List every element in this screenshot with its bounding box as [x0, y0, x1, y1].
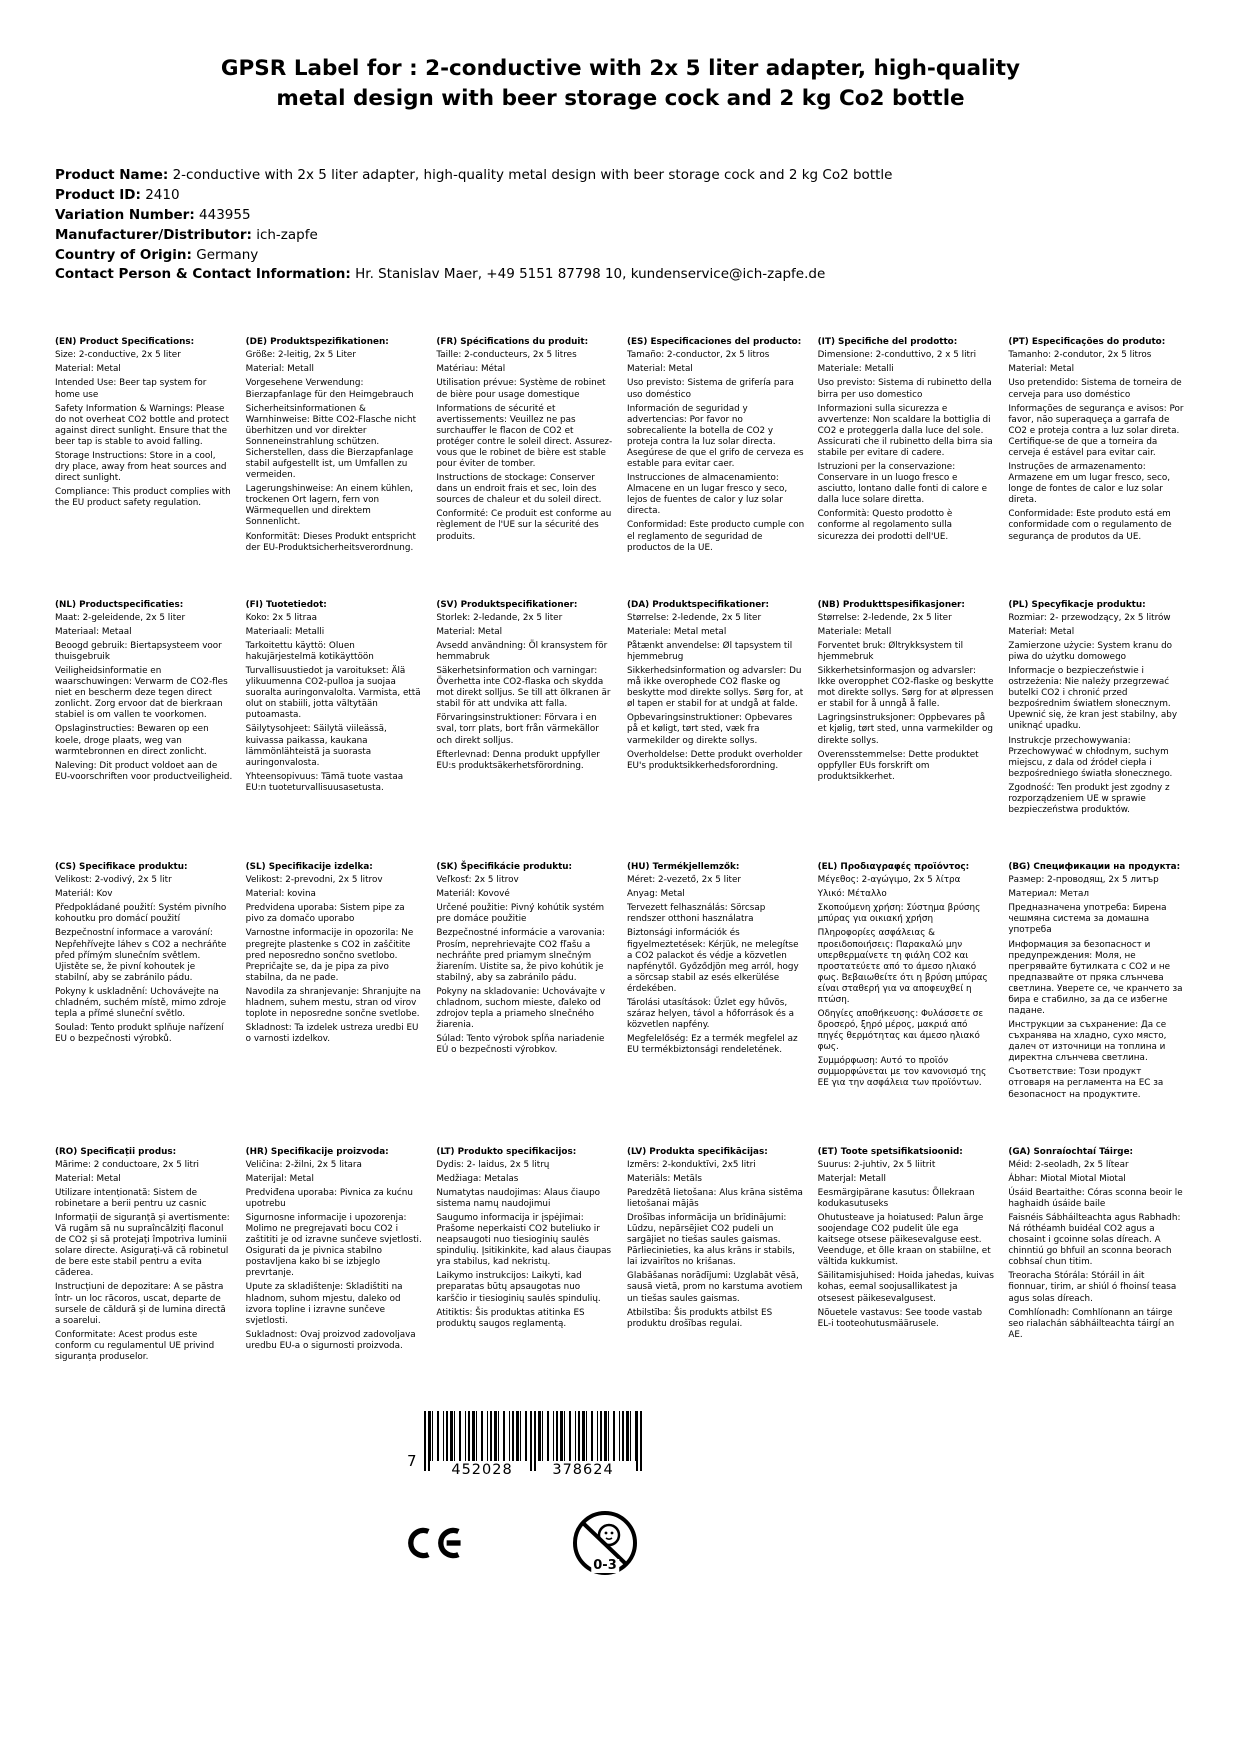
lang-block-body: Dimensione: 2-conduttivo, 2 x 5 litri Materiale: Metalli Uso previsto: Sistema di rubinetto della birra per uso domestico Informazioni sulla sicurezza e avvertenze: Non scaldare la bottiglia di CO2 e proteggerla dalla luce del sole. Assicurati che il rubinetto della birra sia stabile per evitare di cadere. Istruzioni per la conservazione: Conservare in un luogo fresco e asciutto, lontano dalle fonti di calore e dalla luce solare diretta. Conformità: Questo prodotto è conforme al regolamento sulla sicurezza dei prodotti dell'UE. — [817, 350, 993, 542]
age-warning-label: 0-3 — [593, 1557, 617, 1573]
lang-block-hr — [246, 1147, 424, 1363]
product-name-label: Product Name: — [55, 167, 169, 184]
lang-block-body: Méid: 2-seoladh, 2x 5 lítear Ábhar: Miotal Miotal Miotal Úsáid Beartaithe: Córas sconna beoir le haghaidh úsáide baile Faisnéis Sábháilteachta agus Rabhadh: Ná róthéamh buidéal CO2 agus a chosaint i gcoinne solas díreach. A chinntiú go bhfuil an sconna beorach cobhsaí chun titim. Treoracha Stórála: Stóráil in áit fionnuar, tirim, ar shiúl ó fhoinsí teasa agus solas díreach. Comhlíonadh: Comhlíonann an táirge seo rialachán sábháilteachta táirgí an AE. — [1008, 1159, 1183, 1340]
barcode-digits — [432, 1461, 634, 1479]
lang-block-body: Koko: 2x 5 litraa Materiaali: Metalli Tarkoitettu käyttö: Oluen hakujärjestelmä kotikäyttöön Turvallisuustiedot ja varoitukset: Älä ylikuumenna CO2-pulloa ja suojaa suoralta auringonvalolta. Varmista, että olut on stabiili, jotta vältytään putoamasta. Säilytysohjeet: Säilytä viileässä, kuivassa paikassa, kaukana lämmönlähteistä ja suorasta auringonvalosta. Yhteensopivuus: Tämä tuote vastaa EU:n tuoteturvallisuusasetusta. — [245, 612, 421, 793]
lang-block-it — [818, 337, 996, 553]
lang-block-header: (GA) Sonraíochtaí Táirge: — [1008, 1146, 1134, 1157]
lang-block-body: Rozmiar: 2- przewodzący, 2x 5 litrów Materiał: Metal Zamierzone użycie: System kranu do piwa do użytku domowego Informacje o bezpieczeństwie i ostrzeżenia: Nie należy przegrzewać butelki CO2 i chronić przed bezpośrednim światłem słonecznym. Upewnić się, że kran jest stabilny, aby uniknąć upadku. Instrukcje przechowywania: Przechowywać w chłodnym, suchym miejscu, z dala od źródeł ciepła i bezpośredniego światła słonecznego. Zgodność: Ten produkt jest zgodny z rozporządzeniem UE w sprawie bezpieczeństwa produktów. — [1008, 612, 1178, 815]
lang-block-lv — [627, 1147, 805, 1363]
lang-block-header: (SL) Specifikacije izdelka: — [245, 862, 373, 873]
lang-block-sk — [436, 862, 614, 1101]
lang-block-nl — [55, 600, 233, 816]
lang-block-header: (EN) Product Specifications: — [55, 337, 195, 348]
barcode-guard-left — [424, 1411, 430, 1471]
ce-mark-icon — [407, 1515, 467, 1571]
lang-block-ga — [1008, 1147, 1186, 1363]
age-warning-0-3-icon — [571, 1509, 639, 1577]
lang-block-body: Storlek: 2-ledande, 2x 5 liter Material: Metal Avsedd användning: Öl kransystem för hemmabruk Säkerhetsinformation och varningar: Överhetta inte CO2-flaska och skydda mot direkt solljus. Se till att ölkranen är stabil för att undvika att falla. Förvaringsinstruktioner: Förvara i en sval, torr plats, bort från värmekällor och direkt solljus. Efterlevnad: Denna produkt uppfyller EU:s produktsäkerhetsförordning. — [436, 612, 611, 771]
lang-block-sv — [436, 600, 614, 816]
lang-block-body: Maat: 2-geleidende, 2x 5 liter Materiaal: Metaal Beoogd gebruik: Biertapsysteem voor thuisgebruik Veiligheidsinformatie en waarschuwingen: Verwarm de CO2-fles niet en bescherm deze tegen direct zonlicht. Zorg ervoor dat de bierkraan stabiel is om vallen te voorkomen. Opslaginstructies: Bewaren op een koele, droge plaats, weg van warmtebronnen en direct zonlicht. Naleving: Dit product voldoet aan de EU-voorschriften voor productveiligheid. — [55, 612, 233, 782]
lang-block-fi — [246, 600, 424, 816]
lang-block-header: (IT) Specifiche del prodotto: — [817, 337, 958, 348]
barcode-digits-right: 378624 — [548, 1462, 617, 1478]
product-name-row — [55, 166, 1186, 186]
lang-block-header: (FI) Tuotetiedot: — [245, 599, 327, 610]
page-title: GPSR Label for : 2-conductive with 2x 5 liter adapter, high-quality metal design with beer storage cock and 2 kg Co2 bottle — [220, 56, 1021, 112]
lang-block-body: Mărime: 2 conductoare, 2x 5 litri Material: Metal Utilizare intenționată: Sistem de robinetare a berii pentru uz casnic Informații de siguranță și avertismente: Vă rugăm să nu supraîncălziți flaconul de CO2 și să protejați împotriva luminii solare directe. Asigurați-vă că robinetul de bere este stabil pentru a evita căderea. Instrucțiuni de depozitare: A se păstra într- un loc răcoros, uscat, departe de sursele de căldură și de lumina directă a soarelui. Conformitate: Acest produs este conform cu regulamentul UE privind siguranța produselor. — [55, 1159, 230, 1362]
lang-block-body: Velikost: 2-vodivý, 2x 5 litr Materiál: Kov Předpokládané použití: Systém pivního kohoutku pro domácí použití Bezpečnostní informace a varování: Nepřehřívejte láhev s CO2 a nechráňte před přímým slunečním světlem. Ujistěte se, že pivní kohoutek je stabilní, aby se zabránilo pádu. Pokyny k uskladnění: Uchovávejte na chladném, suchém místě, mimo zdroje tepla a přímé sluneční světlo. Soulad: Tento produkt splňuje nařízení EU o bezpečnosti výrobků. — [55, 875, 227, 1045]
lang-block-lt — [436, 1147, 614, 1363]
lang-block-header: (FR) Spécifications du produit: — [436, 337, 589, 348]
lang-block-header: (SV) Produktspecifikationer: — [436, 599, 578, 610]
lang-block-sl — [246, 862, 424, 1101]
lang-block-body: Size: 2-conductive, 2x 5 liter Material: Metal Intended Use: Beer tap system for home use Safety Information & Warnings: Please do not overheat CO2 bottle and protect against direct sunlight. Ensure that the beer tap is stable to avoid falling. Storage Instructions: Store in a cool, dry place, away from heat sources and direct sunlight. Compliance: This product complies with the EU product safety regulation. — [55, 350, 231, 509]
lang-block-header: (DA) Produktspecifikationer: — [627, 599, 770, 610]
lang-block-header: (EL) Προδιαγραφές προϊόντος: — [817, 862, 970, 873]
lang-block-cs — [55, 862, 233, 1101]
lang-block-header: (PL) Specyfikacje produktu: — [1008, 599, 1146, 610]
product-id-row — [55, 186, 1186, 206]
lang-block-body: Izmērs: 2-konduktīvi, 2x5 litri Materiāls: Metāls Paredzētā lietošana: Alus krāna sistēma lietošanai mājās Drošības informācija un brīdinājumi: Lūdzu, nepārsējiet CO2 pudeli un sargājiet no tiešas saules gaismas. Pārliecinieties, ka alus krāns ir stabils, lai izvairītos no krišanas. Glabāšanas norādījumi: Uzglabāt vēsā, sausā vietā, prom no karstuma avotiem un tiešas saules gaismas. Atbilstība: Šis produkts atbilst ES produktu drošības regulai. — [627, 1159, 803, 1329]
lang-block-body: Μέγεθος: 2-αγώγιμο, 2x 5 λίτρα Υλικό: Μέταλλο Σκοπούμενη χρήση: Σύστημα βρύσης μπύρας για οικιακή χρήση Πληροφορίες ασφάλειας & προειδοποιήσεις: Παρακαλώ μην υπερθερμαίνετε τη φιάλη CO2 και προστατεύετε από το άμεσο ηλιακό φως. Βεβαιωθείτε ότι η βρύση μπύρας είναι σταθερή για να αποφευχθεί η πτώση. Οδηγίες αποθήκευσης: Φυλάσσετε σε δροσερό, ξηρό μέρος, μακριά από πηγές θερμότητας και άμεσο ηλιακό φως. Συμμόρφωση: Αυτό το προϊόν συμμορφώνεται με τον κανονισμό της ΕΕ για την ασφάλεια των προϊόντων. — [817, 875, 988, 1089]
variation-number-label: Variation Number: — [55, 206, 195, 223]
lang-block-header: (NL) Productspecificaties: — [55, 599, 184, 610]
lang-block-header: (HR) Specifikacije proizvoda: — [245, 1146, 389, 1157]
product-id-label: Product ID: — [55, 187, 141, 204]
lang-block-ro — [55, 1147, 233, 1363]
lang-block-body: Størrelse: 2-ledende, 2x 5 liter Materiale: Metal metal Påtænkt anvendelse: Øl tapsystem til hjemmebrug Sikkerhedsinformation og advarsler: Du må ikke overophede CO2 flaske og beskytte mod direkte sollys. Sørg for, at øl tapen er stabil for at undgå at falde. Opbevaringsinstruktioner: Opbevares på et køligt, tørt sted, væk fra varmekilder og direkte sollys. Overholdelse: Dette produkt overholder EU's produktsikkerhedsforordning. — [627, 612, 804, 771]
lang-block-body: Veličina: 2-žilni, 2x 5 litara Materijal: Metal Predviđena uporaba: Pivnica za kućnu upotrebu Sigurnosne informacije i upozorenja: Molimo ne pregrejavati bocu CO2 i zaštititi je od izravne sunčeve svjetlosti. Osigurati da je pivnica stabilno postavljena kako bi se izbjeglo prevrtanje. Upute za skladištenje: Skladištiti na hladnom, suhom mjestu, daleko od izvora topline i izravne sunčeve svjetlosti. Sukladnost: Ovaj proizvod zadovoljava uredbu EU-a o sigurnosti proizvoda. — [245, 1159, 422, 1351]
lang-block-header: (ET) Toote spetsifikatsioonid: — [817, 1146, 963, 1157]
lang-block-body: Tamaño: 2-conductor, 2x 5 litros Material: Metal Uso previsto: Sistema de grifería para uso doméstico Información de seguridad y advertencias: Por favor no sobrecaliente la botella de CO2 y proteja contra la luz solar directa. Asegúrese de que el grifo de cerveza es estable para evitar caer. Instrucciones de almacenamiento: Almacene en un lugar fresco y seco, lejos de fuentes de calor y luz solar directa. Conformidad: Este producto cumple con el reglamento de seguridad de productos de la UE. — [627, 350, 805, 553]
barcode — [407, 1411, 737, 1483]
lang-block-body: Größe: 2-leitig, 2x 5 Liter Material: Metall Vorgesehene Verwendung: Bierzapfanlage für den Heimgebrauch Sicherheitsinformationen & Warnhinweise: Bitte CO2-Flasche nicht überhitzen und vor direkter Sonneneinstrahlung schützen. Sicherstellen, dass die Bierzapfanlage stabil aufgestellt ist, um Umfallen zu vermeiden. Lagerungshinweise: An einem kühlen, trockenen Ort lagern, fern von Wärmequellen und direktem Sonnenlicht. Konformität: Dieses Produkt entspricht der EU-Produktsicherheitsverordnung. — [245, 350, 417, 553]
lang-block-body: Dydis: 2- laidus, 2x 5 litrų Medžiaga: Metalas Numatytas naudojimas: Alaus čiaupo sistema namų naudojimui Saugumo informacija ir įspėjimai: Prašome neperkaisti CO2 buteliuko ir neapsaugoti nuo tiesioginių saulės spindulių. Įsitikinkite, kad alaus čiaupas yra stabilus, kad nekristų. Laikymo instrukcijos: Laikyti, kad preparatas būtų apsaugotas nuo karščio ir tiesioginių saulės spindulių. Atitiktis: Šis produktas atitinka ES produktų saugos reglamentą. — [436, 1159, 612, 1329]
lang-block-body: Méret: 2-vezető, 2x 5 liter Anyag: Metal Tervezett felhasználás: Sörcsap rendszer otthoni használatra Biztonsági információk és figyelmeztetések: Kérjük, ne melegítse a CO2 palackot és védje a közvetlen napfénytől. Győződjön meg arról, hogy a sörcsap stabil az esés elkerülése érdekében. Tárolási utasítások: Űzlet egy hűvös, száraz helyen, távol a hőforrások és a közvetlen napfény. Megfelelőség: Ez a termék megfelel az EU termékbiztonsági rendeletének. — [627, 875, 799, 1056]
lang-block-header: (NB) Produkttspesifikasjoner: — [817, 599, 965, 610]
product-info — [55, 166, 1186, 285]
contact-row — [55, 265, 1186, 285]
lang-block-et — [818, 1147, 996, 1363]
contact-value: Hr. Stanislav Maer, +49 5151 87798 10, kundenservice@ich-zapfe.de — [355, 266, 826, 283]
lang-block-header: (CS) Specifikace produktu: — [55, 862, 188, 873]
lang-block-header: (BG) Спецификации на продукта: — [1008, 862, 1181, 873]
product-id-value: 2410 — [145, 187, 180, 204]
lang-block-el — [818, 862, 996, 1101]
lang-block-body: Størrelse: 2-ledende, 2x 5 liter Materiale: Metall Forventet bruk: Øltrykksystem til hjemmebruk Sikkerhetsinformasjon og advarsler: Ikke overopphet CO2-flaske og beskytte mot direkte sollys. Sørg for at ølpressen er stabil for å unngå å falle. Lagringsinstruksjoner: Oppbevares på et kjølig, tørt sted, unna varmekilder og direkte sollys. Overensstemmelse: Dette produktet oppfyller EUs forskrift om produktsikkerhet. — [817, 612, 994, 782]
country-of-origin-value: Germany — [196, 246, 259, 263]
lang-block-body: Suurus: 2-juhtiv, 2x 5 liitrit Materjal: Metall Eesmärgipärane kasutus: Õllekraan kodukasutuseks Ohutusteave ja hoiatused: Palun ärge soojendage CO2 pudelit üle ega kaitsege otsese päikesevalguse eest. Veenduge, et õlle kraan on stabiilne, et vältida kukkumist. Säilitamisjuhised: Hoida jahedas, kuivas kohas, eemal soojusallikatest ja otsesest päikesevalgusest. Nõuetele vastavus: See toode vastab EL-i tooteohutusmäärusele. — [817, 1159, 994, 1329]
lang-block-header: (LT) Produkto specifikacijos: — [436, 1146, 577, 1157]
barcode-bars — [424, 1411, 642, 1483]
lang-block-nb — [818, 600, 996, 816]
lang-block-header: (LV) Produkta specifikācijas: — [627, 1146, 768, 1157]
lang-block-da — [627, 600, 805, 816]
product-name-value: 2-conductive with 2x 5 liter adapter, high-quality metal design with beer storage cock and 2 kg Co2 bottle — [172, 167, 893, 184]
country-of-origin-label: Country of Origin: — [55, 246, 192, 263]
lang-block-header: (PT) Especificações do produto: — [1008, 337, 1166, 348]
manufacturer-row — [55, 226, 1186, 246]
lang-block-body: Veľkosť: 2x 5 litrov Materiál: Kovové Určené použitie: Pivný kohútik systém pre domáce použitie Bezpečnostné informácie a varovania: Prosím, neprehrievajte CO2 fľašu a nechráňte pred priamym slnečným žiarením. Uistite sa, že pivo kohútik je stabilný, aby sa zabránilo pádu. Pokyny na skladovanie: Uchovávajte v chladnom, suchom mieste, ďaleko od zdrojov tepla a priameho slnečného žiarenia. Súlad: Tento výrobok spĺňa nariadenie EÚ o bezpečnosti výrobkov. — [436, 875, 606, 1056]
lang-block-body: Velikost: 2-prevodni, 2x 5 litrov Material: kovina Predvidena uporaba: Sistem pipe za pivo za domačo uporabo Varnostne informacije in opozorila: Ne pregrejte plastenke s CO2 in zaščitite pred neposredno sončno svetlobo. Prepričajte se, da je pipa za pivo stabilna, da ne pade. Navodila za shranjevanje: Shranjujte na hladnem, suhem mestu, stran od virov toplote in neposredne sončne svetlobe. Skladnost: Ta izdelek ustreza uredbi EU o varnosti izdelkov. — [245, 875, 421, 1045]
manufacturer-label: Manufacturer/Distributor: — [55, 226, 252, 243]
variation-number-row — [55, 206, 1186, 226]
lang-block-body: Tamanho: 2-condutor, 2x 5 litros Material: Metal Uso pretendido: Sistema de torneira de cerveja para uso doméstico Informações de segurança e avisos: Por favor, não superaqueça a garrafa de CO2 e proteja contra a luz solar direta. Certifique-se de que a torneira da cerveja é estável para evitar cair. Instruções de armazenamento: Armazene em um lugar fresco, seco, longe de fontes de calor e luz solar direta. Conformidade: Este produto está em conformidade com o regulamento de segurança de produtos da UE. — [1008, 350, 1184, 542]
lang-block-pt — [1008, 337, 1186, 553]
lang-block-bg — [1008, 862, 1186, 1101]
country-of-origin-row — [55, 246, 1186, 266]
barcode-digits-left: 452028 — [447, 1462, 516, 1478]
lang-block-es — [627, 337, 805, 553]
lang-block-pl — [1008, 600, 1186, 816]
variation-number-value: 443955 — [199, 206, 251, 223]
lang-block-fr — [436, 337, 614, 553]
lang-block-header: (DE) Produktspezifikationen: — [245, 337, 389, 348]
language-specifications-grid — [55, 337, 1186, 1363]
lang-block-de — [246, 337, 424, 553]
lang-block-en — [55, 337, 233, 553]
lang-block-body: Taille: 2-conducteurs, 2x 5 litres Matériau: Métal Utilisation prévue: Système de robinet de bière pour usage domestique Informations de sécurité et avertissements: Veuillez ne pas surchauffer le flacon de CO2 et protéger contre le soleil direct. Assurez-vous que le robinet de bière est stable pour éviter de tomber. Instructions de stockage: Conserver dans un endroit frais et sec, loin des sources de chaleur et du soleil direct. Conformité: Ce produit est conforme au règlement de l'UE sur la sécurité des produits. — [436, 350, 613, 542]
compliance-marks — [407, 1509, 737, 1577]
footer — [407, 1411, 737, 1577]
barcode-lead-digit: 7 — [407, 1452, 417, 1471]
lang-block-body: Размер: 2-проводящ, 2x 5 литър Материал: Метал Предназначена употреба: Бирена чешмяна система за домашна употреба Информация за безопасност и предупреждения: Моля, не прегрявайте бутилката с CO2 и не предпазвайте от пряка слънчева светлина. Уверете се, че кранчето за бира е стабилно, за да се избегне падане. Инструкции за съхранение: Да се съхранява на хладно, сухо място, далеч от източници на топлина и директна слънчева светлина. Съответствие: Този продукт отговаря на регламента на ЕС за безопасност на продуктите. — [1008, 875, 1183, 1100]
manufacturer-value: ich-zapfe — [256, 226, 318, 243]
lang-block-hu — [627, 862, 805, 1101]
barcode-guard-right — [636, 1411, 642, 1471]
contact-label: Contact Person & Contact Information: — [55, 266, 351, 283]
lang-block-header: (RO) Specificații produs: — [55, 1146, 177, 1157]
lang-block-header: (HU) Termékjellemzők: — [627, 862, 740, 873]
lang-block-header: (SK) Špecifikácie produktu: — [436, 862, 573, 873]
lang-block-header: (ES) Especificaciones del producto: — [627, 337, 802, 348]
